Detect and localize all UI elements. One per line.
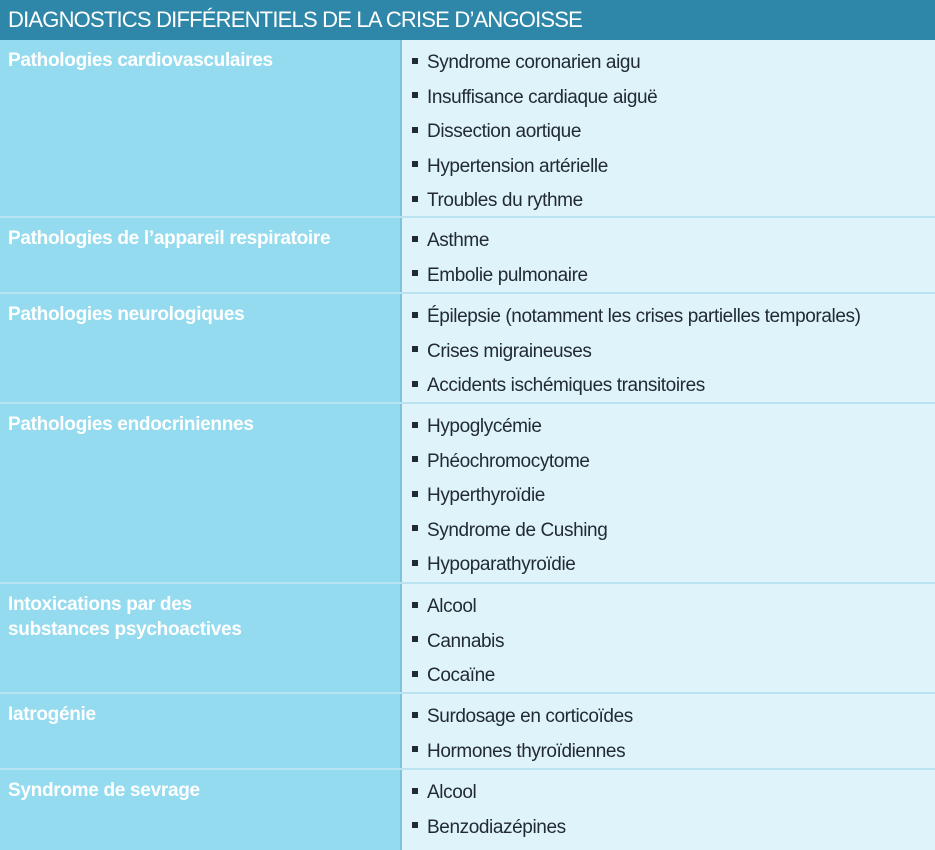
list-item: Hypoparathyroïdie [412, 548, 935, 583]
table-row [0, 584, 935, 694]
bullet-icon [412, 236, 418, 242]
list-item: Crises migraineuses [412, 335, 935, 370]
bullet-icon [412, 92, 418, 98]
bullet-icon [412, 422, 418, 428]
table-row [0, 218, 935, 294]
items-cell [402, 770, 935, 850]
bullet-icon [412, 456, 418, 462]
bullet-icon [412, 712, 418, 718]
table-row [0, 40, 935, 218]
items-cell [402, 294, 935, 402]
category-cell: Syndrome de sevrage [0, 770, 402, 850]
list-item: Hypertension artérielle [412, 150, 935, 185]
category-cell: Pathologies neurologiques [0, 294, 402, 402]
list-item: Épilepsie (notamment les crises partielles temporales) [412, 300, 935, 335]
list-item: Accidents ischémiques transitoires [412, 369, 935, 404]
bullet-icon [412, 127, 418, 133]
list-item: Alcool [412, 590, 935, 625]
list-item: Benzodiazépines [412, 811, 935, 846]
differential-diagnosis-table [0, 40, 935, 850]
list-item: Hypoglycémie [412, 410, 935, 445]
list-item: Surdosage en corticoïdes [412, 700, 935, 735]
category-cell: Pathologies endocriniennes [0, 404, 402, 582]
category-cell: Iatrogénie [0, 694, 402, 768]
list-item: Dissection aortique [412, 115, 935, 150]
items-cell [402, 404, 935, 582]
items-cell [402, 584, 935, 692]
table-title: DIAGNOSTICS DIFFÉRENTIELS DE LA CRISE D’ANGOISSE [0, 0, 935, 40]
list-item: Embolie pulmonaire [412, 259, 935, 294]
bullet-icon [412, 636, 418, 642]
list-item: Cannabis [412, 625, 935, 660]
items-cell [402, 40, 935, 216]
category-cell: Pathologies cardiovasculaires [0, 40, 402, 216]
category-cell: Intoxications par des substances psychoactives [0, 584, 402, 692]
bullet-icon [412, 671, 418, 677]
bullet-icon [412, 381, 418, 387]
bullet-icon [412, 525, 418, 531]
list-item: Asthme [412, 224, 935, 259]
items-cell [402, 694, 935, 768]
bullet-icon [412, 312, 418, 318]
bullet-icon [412, 491, 418, 497]
list-item: Phéochromocytome [412, 445, 935, 480]
list-item: Cocaïne [412, 659, 935, 694]
bullet-icon [412, 346, 418, 352]
bullet-icon [412, 602, 418, 608]
bullet-icon [412, 560, 418, 566]
list-item: Troubles du rythme [412, 184, 935, 219]
bullet-icon [412, 746, 418, 752]
category-cell: Pathologies de l’appareil respiratoire [0, 218, 402, 292]
table-row [0, 294, 935, 404]
table-row [0, 404, 935, 584]
table-row [0, 770, 935, 850]
list-item: Insuffisance cardiaque aiguë [412, 81, 935, 116]
items-cell [402, 218, 935, 292]
bullet-icon [412, 822, 418, 828]
list-item: Alcool [412, 776, 935, 811]
bullet-icon [412, 270, 418, 276]
list-item: Hyperthyroïdie [412, 479, 935, 514]
bullet-icon [412, 161, 418, 167]
bullet-icon [412, 788, 418, 794]
bullet-icon [412, 58, 418, 64]
table-row [0, 694, 935, 770]
bullet-icon [412, 196, 418, 202]
list-item: Hormones thyroïdiennes [412, 735, 935, 770]
list-item: Syndrome de Cushing [412, 514, 935, 549]
list-item: Syndrome coronarien aigu [412, 46, 935, 81]
